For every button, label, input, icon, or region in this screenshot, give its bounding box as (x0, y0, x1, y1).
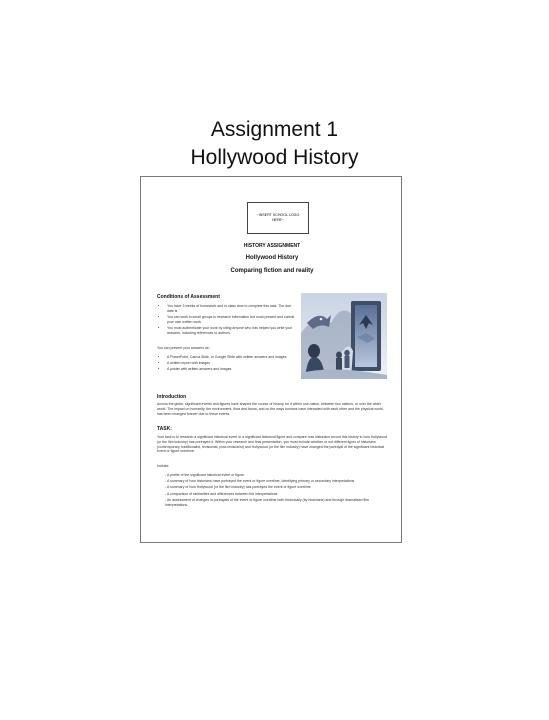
logo-placeholder-line-1: ~INSERT SCHOOL LOGO (256, 213, 300, 217)
include-item: - A summary of how historians have portrayed the event or figure overtime, identifying primary or secondary interpretations (165, 479, 385, 484)
fantasy-portal-illustration (301, 293, 387, 379)
present-option: • A PowerPoint, Canva Slide, or Google Slide with written answers and images (167, 355, 297, 360)
page-title-line-1: Assignment 1 (210, 118, 339, 141)
present-option: • A written report with images (167, 361, 297, 366)
assignment-title: HISTORY ASSIGNMENT (243, 243, 301, 249)
conditions-item: • You have 3 weeks of homework and in-class time to complete this task. The due date is (167, 304, 297, 314)
present-options-list (159, 355, 297, 374)
subtitle: Comparing fiction and reality (230, 268, 314, 274)
school-logo-placeholder (247, 202, 309, 234)
task-text: Your task is to research a significant historical event or a significant historical figure and compare how historians record this history to how Hollywood (or the film industry) has portrayed it. Within your research and final presentation, you must include whether or not different types of historians (contemporary, traditionalist, revisionist, post-revisionist) and Hollywood (or the film industry) have changed the portrayal of the significant historical event or figure overtime. (157, 435, 388, 454)
conditions-heading: Conditions of Assessment (157, 294, 220, 300)
task-heading: TASK: (157, 426, 172, 432)
logo-placeholder-line-2: HERE~ (271, 218, 285, 222)
conditions-list (159, 304, 297, 337)
include-item: - An assessment of changes in portrayals of the event or figure overtime both historically (by historians) and through dramatised film interpretations. (165, 498, 385, 508)
introduction-text: Across the globe, significant events and figures have shaped the course of history, be it within one nation, between two nations, or over the wider world. The impact on humanity, the environment, flora and fauna, and on the ways humans have interacted with each other and the physical world, has been changed forever due to these events. (157, 402, 384, 416)
assignment-document-preview (140, 176, 402, 543)
present-option: • A poster with written answers and images (167, 367, 297, 372)
include-label: Include: (157, 464, 170, 468)
page-title-line-2: Hollywood History (190, 146, 359, 169)
conditions-item: • You must authenticate your work by citing anyone who has helped you write your answers, including references to authors. (167, 326, 297, 336)
topic-title: Hollywood History (245, 255, 299, 261)
include-list (159, 473, 385, 509)
include-item: - A summary of how Hollywood (or the film industry) has portrayed the event or figure overtime (165, 485, 385, 490)
conditions-item: • You can work in small groups to research information but must present and submit your own written work. (167, 315, 297, 325)
include-item: - A profile of the significant historical event or figure (165, 473, 385, 478)
introduction-heading: Introduction (157, 394, 187, 400)
present-intro: You can present your answers as: (157, 346, 210, 350)
include-item: - A comparison of similarities and differences between the interpretations (165, 492, 385, 497)
